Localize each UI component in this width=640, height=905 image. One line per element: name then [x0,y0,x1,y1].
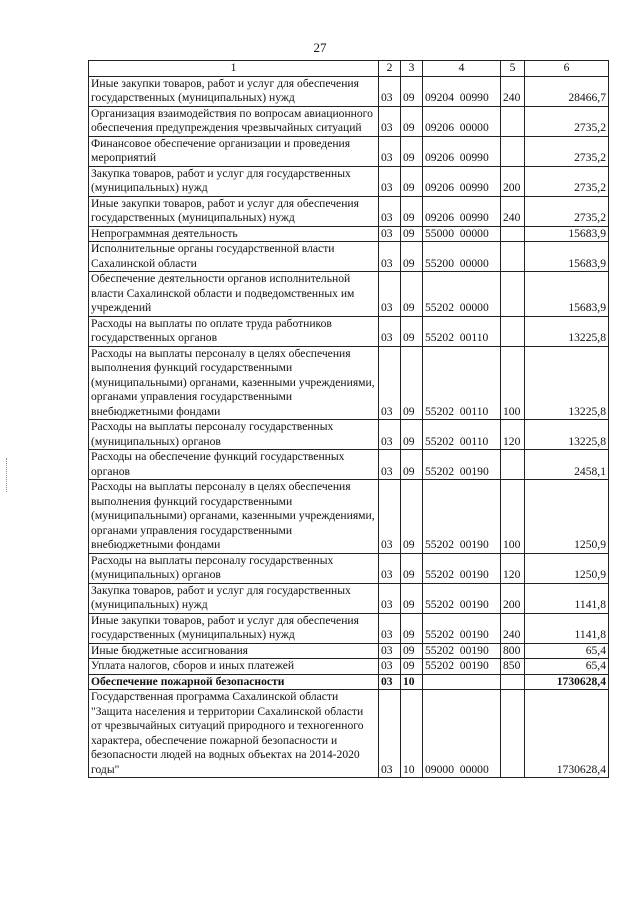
table-row [89,583,609,613]
table-row [89,316,609,346]
row-section-code: 03 [379,106,401,136]
row-target-article: 55202 00190 [423,553,501,583]
row-amount: 13225,8 [525,420,609,450]
row-name: Иные закупки товаров, работ и услуг для обеспечения государственных (муниципальных) нужд [89,196,379,226]
row-section-code: 03 [379,226,401,242]
row-amount: 15683,9 [525,226,609,242]
row-subsection-code: 09 [401,316,423,346]
row-target-article: 09206 00990 [423,196,501,226]
row-target-article: 55202 00000 [423,272,501,317]
row-expense-type: 100 [501,346,525,420]
row-amount: 2458,1 [525,450,609,480]
row-section-code: 03 [379,136,401,166]
header-col-6: 6 [525,61,609,77]
row-section-code: 03 [379,316,401,346]
row-section-code: 03 [379,76,401,106]
row-subsection-code: 09 [401,450,423,480]
row-subsection-code: 09 [401,166,423,196]
row-amount: 1730628,4 [525,674,609,690]
table-row [89,106,609,136]
header-col-3: 3 [401,61,423,77]
row-name: Организация взаимодействия по вопросам авиационного обеспечения предупреждения чрезвычайных ситуаций [89,106,379,136]
budget-table [88,60,609,778]
row-expense-type: 850 [501,659,525,675]
row-section-code: 03 [379,583,401,613]
row-name: Обеспечение деятельности органов исполнительной власти Сахалинской области и подведомственных им учреждений [89,272,379,317]
row-name: Закупка товаров, работ и услуг для государственных (муниципальных) нужд [89,166,379,196]
row-expense-type: 800 [501,643,525,659]
row-section-code: 03 [379,196,401,226]
row-target-article: 09206 00990 [423,166,501,196]
row-amount: 1141,8 [525,613,609,643]
table-row [89,553,609,583]
row-subsection-code: 09 [401,136,423,166]
row-subsection-code: 09 [401,553,423,583]
row-section-code: 03 [379,420,401,450]
row-target-article: 55202 00110 [423,420,501,450]
row-expense-type: 240 [501,76,525,106]
table-row [89,226,609,242]
row-name: Расходы на выплаты персоналу в целях обеспечения выполнения функций государственными (муниципальными) органами, казенными учреждениями, органами управления государственными внебюджетными фондами [89,480,379,554]
row-amount: 1250,9 [525,553,609,583]
row-amount: 15683,9 [525,272,609,317]
scan-artifact [6,458,8,492]
row-target-article: 55000 00000 [423,226,501,242]
row-name: Расходы на обеспечение функций государственных органов [89,450,379,480]
row-subsection-code: 09 [401,420,423,450]
row-section-code: 03 [379,659,401,675]
row-target-article: 55202 00190 [423,583,501,613]
page-number: 27 [313,40,327,55]
row-amount: 2735,2 [525,166,609,196]
row-expense-type: 100 [501,480,525,554]
row-target-article: 55202 00110 [423,346,501,420]
row-amount: 1730628,4 [525,690,609,778]
row-expense-type: 120 [501,553,525,583]
row-subsection-code: 09 [401,659,423,675]
table-row [89,420,609,450]
row-expense-type [501,690,525,778]
row-section-code: 03 [379,690,401,778]
row-expense-type [501,226,525,242]
row-target-article [423,674,501,690]
table-row [89,480,609,554]
row-amount: 13225,8 [525,346,609,420]
row-name: Иные бюджетные ассигнования [89,643,379,659]
row-target-article: 09000 00000 [423,690,501,778]
row-amount: 2735,2 [525,136,609,166]
row-name: Обеспечение пожарной безопасности [89,674,379,690]
row-name: Расходы на выплаты персоналу государственных (муниципальных) органов [89,553,379,583]
row-amount: 15683,9 [525,242,609,272]
row-subsection-code: 09 [401,76,423,106]
row-target-article: 55202 00190 [423,450,501,480]
row-expense-type [501,272,525,317]
row-amount: 28466,7 [525,76,609,106]
row-target-article: 09204 00990 [423,76,501,106]
header-col-4: 4 [423,61,501,77]
row-subsection-code: 10 [401,690,423,778]
row-name: Расходы на выплаты персоналу в целях обеспечения выполнения функций государственными (муниципальными) органами, казенными учреждениями, органами управления государственными внебюджетными фондами [89,346,379,420]
row-name: Финансовое обеспечение организации и проведения мероприятий [89,136,379,166]
row-expense-type [501,316,525,346]
row-target-article: 55202 00190 [423,613,501,643]
table-row [89,196,609,226]
row-expense-type: 240 [501,196,525,226]
row-name: Уплата налогов, сборов и иных платежей [89,659,379,675]
row-section-code: 03 [379,643,401,659]
row-subsection-code: 10 [401,674,423,690]
table-row [89,659,609,675]
row-target-article: 09206 00000 [423,106,501,136]
row-subsection-code: 09 [401,613,423,643]
table-row [89,643,609,659]
row-amount: 65,4 [525,659,609,675]
table-row [89,242,609,272]
row-name: Закупка товаров, работ и услуг для государственных (муниципальных) нужд [89,583,379,613]
row-subsection-code: 09 [401,272,423,317]
row-amount: 1250,9 [525,480,609,554]
row-section-code: 03 [379,272,401,317]
row-subsection-code: 09 [401,226,423,242]
row-expense-type [501,106,525,136]
table-row [89,346,609,420]
row-amount: 2735,2 [525,106,609,136]
row-subsection-code: 09 [401,196,423,226]
table-row [89,450,609,480]
row-target-article: 55202 00190 [423,659,501,675]
row-section-code: 03 [379,242,401,272]
row-expense-type: 200 [501,583,525,613]
table-row [89,136,609,166]
row-expense-type [501,450,525,480]
row-name: Исполнительные органы государственной власти Сахалинской области [89,242,379,272]
row-subsection-code: 09 [401,583,423,613]
row-name: Непрограммная деятельность [89,226,379,242]
row-subsection-code: 09 [401,346,423,420]
row-name: Иные закупки товаров, работ и услуг для обеспечения государственных (муниципальных) нужд [89,76,379,106]
header-col-1: 1 [89,61,379,77]
table-row [89,166,609,196]
row-expense-type [501,242,525,272]
row-section-code: 03 [379,166,401,196]
row-expense-type: 120 [501,420,525,450]
row-name: Расходы на выплаты по оплате труда работников государственных органов [89,316,379,346]
row-section-code: 03 [379,674,401,690]
row-target-article: 55200 00000 [423,242,501,272]
row-target-article: 55202 00110 [423,316,501,346]
row-subsection-code: 09 [401,643,423,659]
row-target-article: 09206 00990 [423,136,501,166]
row-section-code: 03 [379,613,401,643]
row-expense-type [501,136,525,166]
row-name: Иные закупки товаров, работ и услуг для обеспечения государственных (муниципальных) нужд [89,613,379,643]
row-name: Расходы на выплаты персоналу государственных (муниципальных) органов [89,420,379,450]
table-row [89,76,609,106]
header-col-5: 5 [501,61,525,77]
row-amount: 65,4 [525,643,609,659]
table-row [89,272,609,317]
row-name: Государственная программа Сахалинской области "Защита населения и территории Сахалинской области от чрезвычайных ситуаций природного и техногенного характера, обеспечение пожарной безопасности и безопасности людей на водных объектах на 2014-2020 годы" [89,690,379,778]
row-section-code: 03 [379,450,401,480]
row-amount: 1141,8 [525,583,609,613]
row-target-article: 55202 00190 [423,480,501,554]
table-row [89,674,609,690]
table-row [89,690,609,778]
row-section-code: 03 [379,553,401,583]
row-subsection-code: 09 [401,106,423,136]
row-subsection-code: 09 [401,480,423,554]
row-section-code: 03 [379,346,401,420]
row-expense-type [501,674,525,690]
header-row [89,61,609,77]
row-expense-type: 240 [501,613,525,643]
row-expense-type: 200 [501,166,525,196]
row-subsection-code: 09 [401,242,423,272]
row-section-code: 03 [379,480,401,554]
row-target-article: 55202 00190 [423,643,501,659]
table-row [89,613,609,643]
row-amount: 13225,8 [525,316,609,346]
row-amount: 2735,2 [525,196,609,226]
header-col-2: 2 [379,61,401,77]
